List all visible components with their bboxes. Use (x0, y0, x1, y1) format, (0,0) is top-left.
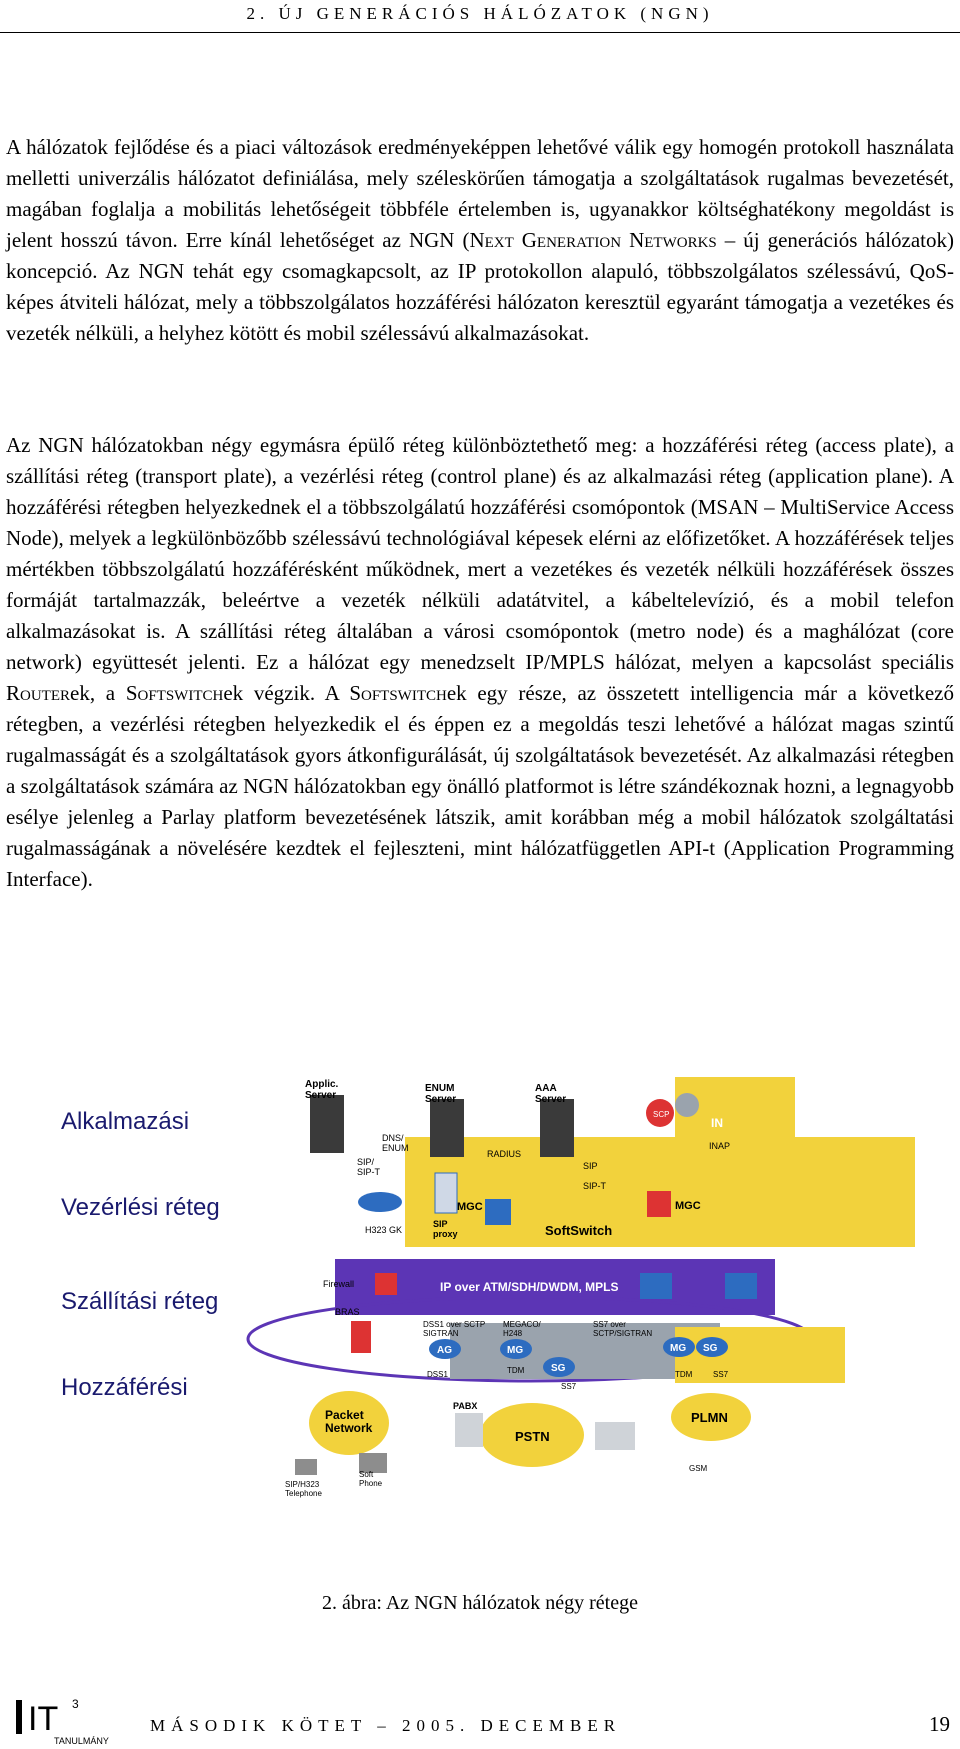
core-switch-2-icon (725, 1273, 757, 1299)
label-mgc2: MGC (675, 1200, 701, 1212)
label-sipproxy: SIP proxy (433, 1219, 458, 1239)
running-header: 2. ÚJ GENERÁCIÓS HÁLÓZATOK (NGN) (246, 4, 714, 23)
label-sip2: SIP (583, 1161, 598, 1171)
label-h323gk: H323 GK (365, 1225, 403, 1235)
ngn-layers-figure (35, 1077, 923, 1568)
label-ss7b: SS7 (713, 1370, 729, 1379)
p1-smallcaps: Next Generation Networks (469, 228, 717, 252)
label-ag: AG (437, 1345, 452, 1356)
volume-label: MÁSODIK KÖTET – 2005. DECEMBER (150, 1716, 622, 1735)
label-pstn: PSTN (515, 1429, 550, 1444)
label-mg1: MG (507, 1345, 524, 1356)
layer-access: Hozzáférési (61, 1374, 188, 1401)
siph323-phone-icon (295, 1459, 317, 1475)
label-scp: SCP (653, 1110, 670, 1119)
label-dns: DNS/ ENUM (382, 1133, 409, 1153)
label-ss7a: SS7 (561, 1382, 577, 1391)
header-rule (0, 32, 960, 33)
gateway-panel (675, 1327, 845, 1383)
p1-text-b: – új generációs hálózatok) koncepció. Az NGN tehát egy csomagkapcsolt, az IP protokollon alapuló, többszolgálatos szélessávú, QoS-képes átviteli hálózat, mely a többszolgálatos hozzáférési hálózaton keresztül egyaránt támogatja a vezetékes és vezeték nélküli, a helyhez kötött és mobil szélessávú alkalmazásokat. (6, 228, 954, 345)
paragraph-2 (6, 430, 954, 895)
p2-text-b: ek, a (70, 681, 126, 705)
label-dss1: DSS1 (427, 1370, 448, 1379)
label-sg2: SG (703, 1343, 718, 1354)
label-ss7sctp: SS7 over SCTP/SIGTRAN (593, 1320, 653, 1338)
label-tdm1: TDM (507, 1366, 525, 1375)
label-packet: Packet Network (325, 1408, 373, 1436)
layer-control: Vezérlési réteg (61, 1194, 220, 1221)
label-inap: INAP (709, 1141, 731, 1151)
mgc2-icon (647, 1191, 671, 1217)
label-sip1: SIP/ SIP-T (357, 1157, 381, 1177)
paragraph-1 (6, 132, 954, 349)
label-softswitch: SoftSwitch (545, 1223, 613, 1238)
sip-proxy-icon (435, 1173, 457, 1213)
label-tdm2: TDM (675, 1370, 693, 1379)
layer-transport: Szállítási réteg (61, 1288, 219, 1315)
label-mgc1: MGC (457, 1201, 483, 1213)
page-footer (0, 1688, 960, 1749)
in-node-icon (675, 1093, 699, 1117)
label-sg1: SG (551, 1363, 566, 1374)
label-aaa: AAA Server (535, 1083, 567, 1105)
logo-sup: 3 (72, 1697, 79, 1711)
pabx-icon (455, 1413, 483, 1447)
label-enum: ENUM Server (425, 1083, 457, 1105)
label-ipover: IP over ATM/SDH/DWDM, MPLS (440, 1280, 619, 1294)
label-applic: Applic. Server (305, 1079, 339, 1101)
label-siph323: SIP/H323 Telephone (285, 1480, 322, 1498)
aaa-server-icon (540, 1099, 574, 1157)
label-gsm: GSM (689, 1464, 708, 1473)
core-switch-1-icon (640, 1273, 672, 1299)
label-radius: RADIUS (487, 1149, 522, 1159)
figure-caption: 2. ábra: Az NGN hálózatok négy rétege (322, 1592, 638, 1614)
p2-router: Router (6, 681, 71, 705)
label-sipt: SIP-T (583, 1181, 607, 1191)
logo-bar (16, 1700, 22, 1734)
logo-sub: TANULMÁNY (54, 1736, 109, 1746)
label-dss1sctp: DSS1 over SCTP SIGTRAN (423, 1320, 486, 1338)
page-number: 19 (929, 1712, 950, 1736)
logo-it: IT (28, 1700, 59, 1738)
label-in: IN (711, 1116, 723, 1130)
p2-text-d: ek egy része, az összetett intelligencia már a következő rétegben, a vezérlési rétegben helyezkedik el és éppen ez a megoldás teszi lehetővé a hálózat magas szintű rugalmasságát és a szolgáltatások gyors átkonfigurálását, új szolgáltatások bevezetését. Az alkalmazási rétegben a szolgáltatások számára az NGN hálózatokban egy önálló platformot is létre szándékoznak hozni, a legnagyobb esélye jelenleg a Parlay platform bevezetésének látszik, amit korábban még a mobil hálózatok szolgáltatási rugalmasságának a növelésére kezdtek el fejleszteni, mint hálózatfüggetlen API-t (Application Programming Interface). (6, 681, 954, 891)
mgc1-icon (485, 1199, 511, 1225)
label-pabx: PABX (453, 1401, 478, 1411)
p2-softswitch-1: Softswitch (125, 681, 224, 705)
p2-text-a: Az NGN hálózatokban négy egymásra épülő réteg különböztethető meg: a hozzáférési réteg (access plate), a szállítási réteg (transport plate), a vezérlési réteg (control plane) és az alkalmazási réteg (application plane). A hozzáférési rétegben helyezkednek el a többszolgálatú hozzáférési csomópontok (MSAN – MultiService Access Node), melyek a legkülönbözőbb szélessávú technológiával képesek elérni az előfizetőket. A hozzáférések teljes mértékben többszolgálatú hozzáférésként működnek, mert a vezetékes és vezeték nélküli hozzáférések összes formáját tartalmazzák, beleértve a vezeték nélküli adatátvitel, a kábeltelevízió, és a mobil telefon alkalmazásokat is. A szállítási réteg általában a városi csomópontok (metro node) és a maghálózat (core network) együttesét jelenti. Ez a hálózat egy menedzselt IP/MPLS hálózat, melyen a kapcsolást speciális (6, 433, 954, 674)
layer-application: Alkalmazási (61, 1108, 190, 1135)
label-firewall: Firewall (323, 1279, 355, 1289)
h323gk-router-icon (358, 1192, 402, 1212)
label-megaco: MEGACO/ H248 (503, 1320, 541, 1338)
enum-server-icon (430, 1099, 464, 1157)
p2-softswitch-2: Softswitch (349, 681, 447, 705)
p1-text-a: A hálózatok fejlődése és a piaci változások eredményeképpen lehetővé válik egy homogén protokoll használata melletti univerzális hálózatot definiálása, mely széleskörűen támogatja a szolgáltatások rugalmas bevezetését, magában foglalja a mobilitás lehetőségeit többféle értelemben is, ugyanakkor költséghatékony megoldást is jelent hosszú távon. Erre kínál lehetőséget az NGN ( (6, 135, 954, 252)
label-plmn: PLMN (691, 1410, 728, 1425)
label-mg2: MG (670, 1343, 687, 1354)
it3-logo (14, 1688, 134, 1748)
label-softphone: Soft Phone (359, 1470, 383, 1488)
applic-server-icon (310, 1095, 344, 1153)
bras-icon (351, 1321, 371, 1353)
firewall-icon (375, 1273, 397, 1295)
label-bras: BRAS (335, 1307, 360, 1317)
p2-text-c: ek végzik. A (223, 681, 350, 705)
exchange-icon (595, 1422, 635, 1450)
